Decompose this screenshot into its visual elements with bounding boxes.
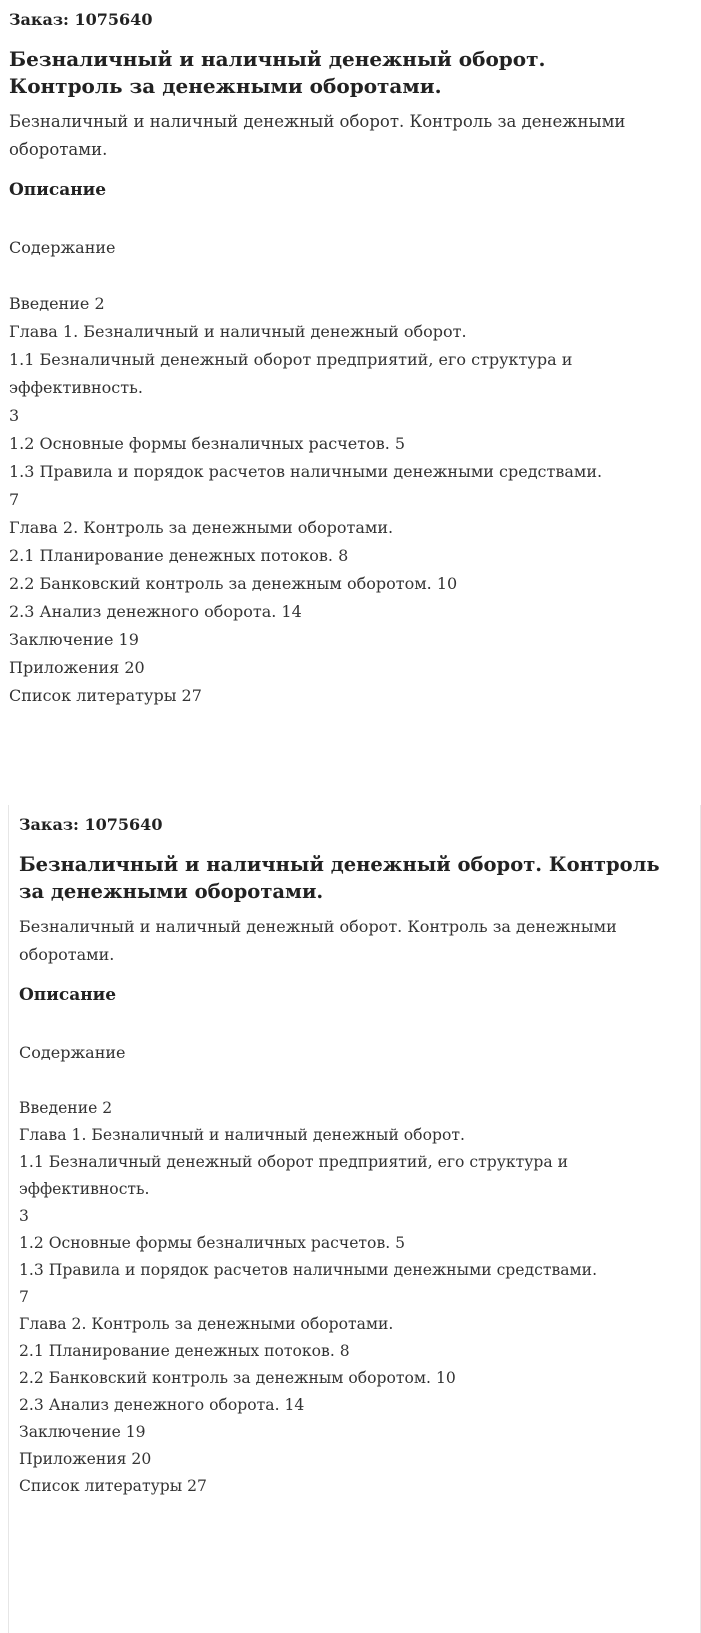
work-subtitle: Безналичный и наличный денежный оборот. Контроль за денежными оборотами.	[9, 112, 626, 159]
toc-item: 1.1 Безналичный денежный оборот предприятий, его структура и эффективность.	[9, 350, 573, 397]
toc-item: 2.2 Банковский контроль за денежным оборотом. 10	[19, 1369, 456, 1387]
toc-item: Глава 1. Безналичный и наличный денежный оборот.	[9, 322, 467, 341]
toc-item: Глава 2. Контроль за денежными оборотами.	[19, 1315, 394, 1333]
toc-item: Приложения 20	[19, 1450, 152, 1468]
order-block-2	[8, 805, 701, 1633]
order-number: Заказ: 1075640	[9, 10, 153, 29]
contents-heading: Содержание	[9, 238, 116, 257]
work-title: Безналичный и наличный денежный оборот. Контроль за денежными оборотами.	[9, 47, 546, 98]
toc-item: 1.3 Правила и порядок расчетов наличными денежными средствами.	[19, 1261, 598, 1279]
toc-item: Приложения 20	[9, 658, 145, 677]
description-heading: Описание	[19, 985, 117, 1005]
toc-item: 1.1 Безналичный денежный оборот предприятий, его структура и эффективность.	[19, 1153, 569, 1198]
toc-item: 1.2 Основные формы безналичных расчетов. 5	[9, 434, 406, 453]
toc-item: 7	[19, 1288, 29, 1306]
work-subtitle: Безналичный и наличный денежный оборот. Контроль за денежными оборотами.	[19, 917, 617, 964]
toc-item: 2.3 Анализ денежного оборота. 14	[9, 602, 302, 621]
toc-item: Глава 2. Контроль за денежными оборотами.	[9, 518, 394, 537]
toc-item: 2.2 Банковский контроль за денежным оборотом. 10	[9, 574, 458, 593]
toc-item: 2.3 Анализ денежного оборота. 14	[19, 1396, 305, 1414]
toc-item: Глава 1. Безналичный и наличный денежный оборот.	[19, 1126, 465, 1144]
toc-item: Введение 2	[19, 1099, 113, 1117]
toc-item: Список литературы 27	[9, 686, 202, 705]
toc-item: 7	[9, 490, 20, 509]
order-number: Заказ: 1075640	[19, 815, 163, 834]
table-of-contents	[9, 290, 689, 710]
toc-item: 1.3 Правила и порядок расчетов наличными денежными средствами.	[9, 462, 603, 481]
toc-item: 2.1 Планирование денежных потоков. 8	[9, 546, 349, 565]
description-heading: Описание	[9, 180, 107, 200]
toc-item: 3	[9, 406, 20, 425]
toc-item: Заключение 19	[19, 1423, 146, 1441]
table-of-contents	[19, 1095, 679, 1500]
toc-item: 3	[19, 1207, 29, 1225]
toc-item: Введение 2	[9, 294, 105, 313]
order-block-1	[0, 0, 701, 798]
toc-item: 1.2 Основные формы безналичных расчетов. 5	[19, 1234, 406, 1252]
toc-item: 2.1 Планирование денежных потоков. 8	[19, 1342, 350, 1360]
toc-item: Список литературы 27	[19, 1477, 207, 1495]
toc-item: Заключение 19	[9, 630, 139, 649]
work-title: Безналичный и наличный денежный оборот. Контроль за денежными оборотами.	[19, 853, 660, 903]
contents-heading: Содержание	[19, 1043, 126, 1062]
